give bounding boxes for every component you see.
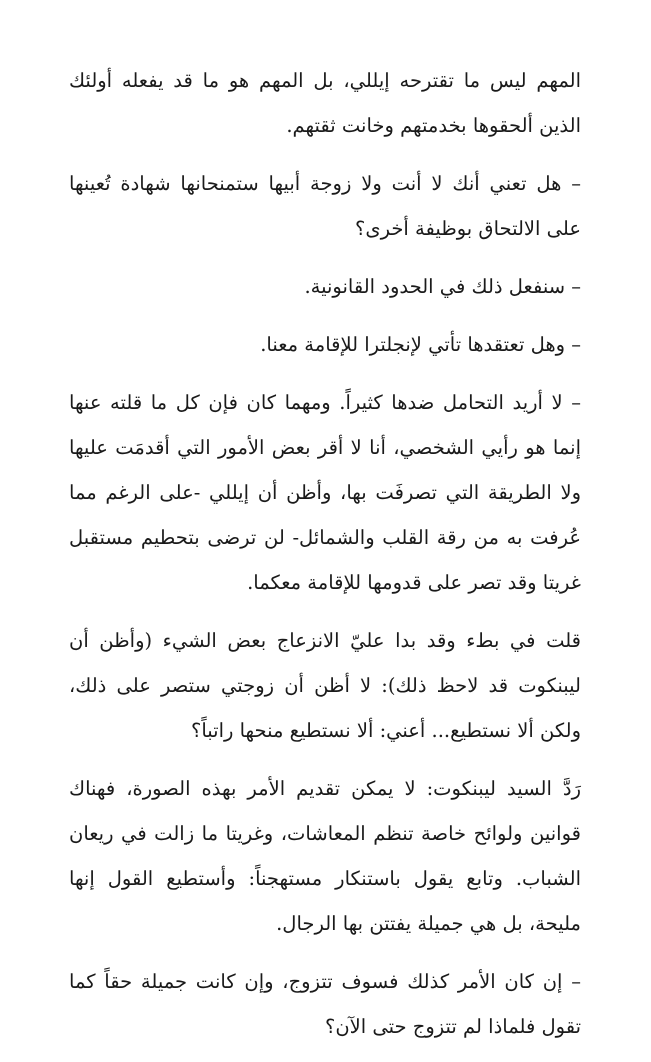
paragraph-5: – لا أريد التحامل ضدها كثيراً. ومهما كان فإن كل ما قلته عنها إنما هو رأيي الشخصي، أنا لا أقر بعض الأمور التي أقدمَت عليها ولا الطريقة التي تصرفَت بها، وأظن أن إيللي -على الرغم مما عُرفت به من رقة القلب والشمائل- لن ترضى بتحطيم مستقبل غريتا وقد تصر على قدومها للإقامة معكما. [69, 391, 581, 594]
paragraph-1: المهم ليس ما تقترحه إيللي، بل المهم هو ما قد يفعله أولئك الذين ألحقوها بخدمتهم وخانت ثقتهم. [69, 69, 581, 137]
paragraph-4: – وهل تعتقدها تأتي لإنجلترا للإقامة معنا. [260, 333, 581, 356]
paragraph-2: – هل تعني أنك لا أنت ولا زوجة أبيها ستمنحانها شهادة تُعينها على الالتحاق بوظيفة أخرى؟ [69, 172, 581, 240]
paragraph-8: – إن كان الأمر كذلك فسوف تتزوج، وإن كانت جميلة حقاً كما تقول فلماذا لم تتزوج حتى الآن؟ [69, 970, 581, 1038]
paragraph-6: قلت في بطء وقد بدا عليّ الانزعاج بعض الشيء (وأظن أن ليبنكوت قد لاحظ ذلك): لا أظن أن زوجتي ستصر على ذلك، ولكن ألا نستطيع... أعني: ألا نستطيع منحها راتباً؟ [69, 629, 581, 742]
paragraph-7: رَدَّ السيد ليبنكوت: لا يمكن تقديم الأمر بهذه الصورة، فهناك قوانين ولوائح خاصة تنظم المعاشات، وغريتا ما زالت في ريعان الشباب. وتابع يقول باستنكار مستهجناً: وأستطيع القول إنها مليحة، بل هي جميلة يفتتن بها الرجال. [69, 777, 581, 935]
book-page [69, 58, 581, 1062]
paragraph-3: – سنفعل ذلك في الحدود القانونية. [304, 275, 581, 298]
